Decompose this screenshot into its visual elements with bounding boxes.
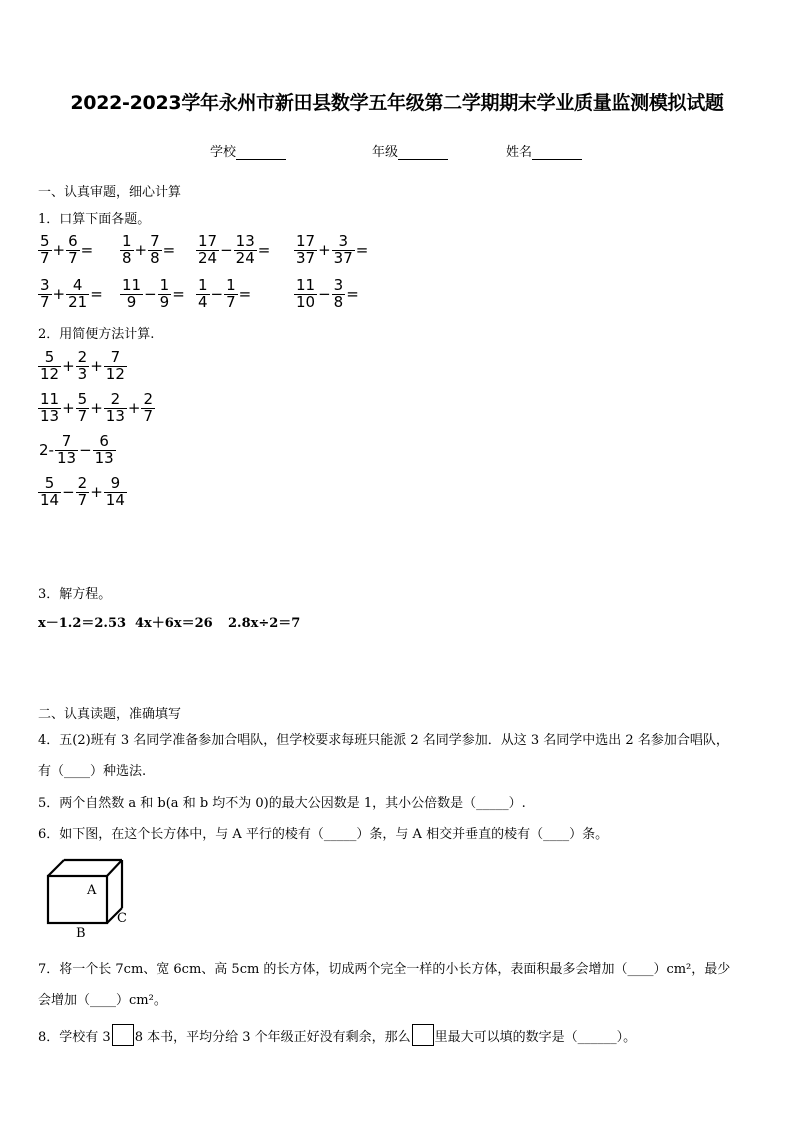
q8-answer-box-2[interactable] [412,1024,434,1046]
page-title: 2022-2023学年永州市新田县数学五年级第二学期期末学业质量监测模拟试题 [70,92,724,114]
q8-part3: 里最大可以填的数字是（______）。 [434,1029,637,1045]
fraction [141,392,155,425]
denominator: 3 [77,364,88,383]
numerator: 1 [198,276,208,294]
oral-calc-item [38,278,104,311]
oral-calc-item [196,234,271,267]
numerator: 5 [40,232,50,250]
numerator: 5 [38,476,61,493]
cuboid-label-a: A [87,883,97,898]
denominator: 12 [40,364,60,383]
denominator: 10 [296,292,316,311]
q7-line1: 7．将一个长 7cm、宽 6cm、高 5cm 的长方体，切成两个完全一样的小长方体，表面积最多会增加（____）cm²，最少 [38,962,731,977]
equation-1: x－1.2＝2.53 [38,616,127,631]
denominator: 4 [198,292,208,311]
numerator: 4 [66,278,89,295]
numerator: 1 [122,232,132,250]
denominator: 13 [56,448,77,467]
denominator: 7 [68,248,78,267]
simplify-expression [38,350,127,383]
denominator: 37 [333,248,353,267]
numerator: 2 [143,390,154,408]
operator: − [210,285,224,304]
equals-sign: = [162,241,176,260]
denominator: 7 [143,406,154,425]
numerator: 6 [68,232,78,250]
fraction [38,392,61,425]
school-label: 学校 [210,145,237,160]
fraction [38,278,52,311]
numerator: 11 [122,276,142,294]
equation-3: 2.8x÷2＝7 [228,616,301,631]
denominator: 7 [77,406,88,425]
equals-sign: = [238,285,252,304]
operator: − [220,241,233,260]
numerator: 3 [333,276,344,294]
q8-part1: 8．学校有 3 [38,1029,111,1045]
fraction [120,278,143,311]
fraction [196,234,219,267]
denominator: 13 [40,406,60,425]
operator: − [79,441,92,460]
fraction [332,234,355,267]
denominator: 7 [226,292,236,311]
numerator: 17 [296,232,316,250]
simplify-expression [38,392,155,425]
numerator: 3 [40,276,50,294]
oral-calc-item [120,234,176,267]
section1-heading: 一、认真审题，细心计算 [38,185,182,200]
equals-sign: = [346,285,359,304]
fraction [55,434,78,467]
fraction [104,476,127,509]
denominator: 24 [235,248,255,267]
numerator: 6 [93,434,116,451]
fraction [38,234,52,267]
grade-blank [398,146,448,160]
operator: + [90,357,103,376]
operator: + [134,241,148,260]
denominator: 7 [77,490,88,509]
cuboid-label-b: B [76,926,86,941]
numerator: 7 [104,350,127,367]
numerator: 13 [235,232,255,250]
q8-text [38,1024,636,1046]
denominator: 8 [333,292,344,311]
fraction [66,234,80,267]
q7-line2: 会增加（____）cm²。 [38,993,167,1008]
oral-calc-item [294,278,360,311]
operator: + [318,241,331,260]
oral-calc-item [38,234,94,267]
oral-calc-item [294,234,369,267]
equals-sign: = [257,241,271,260]
simplify-expression [38,476,127,509]
q8-part2: 8 本书，平均分给 3 个年级正好没有剩余，那么 [134,1029,411,1045]
oral-calc-item [120,278,186,311]
denominator: 24 [198,248,218,267]
numerator: 1 [159,276,170,294]
name-blank [532,146,582,160]
denominator: 14 [105,490,125,509]
operator: + [52,285,66,304]
numerator: 5 [38,350,61,367]
numerator: 1 [226,276,236,294]
fraction [38,476,61,509]
cuboid-label-c: C [117,911,127,926]
q5-text: 5．两个自然数 a 和 b(a 和 b 均不为 0)的最大公因数是 1，其小公倍数是（_____）. [38,796,526,811]
q6-text: 6．如下图，在这个长方体中，与 A 平行的棱有（_____）条，与 A 相交并垂直的棱有（____）条。 [38,827,609,842]
section2-heading: 二、认真读题，准确填写 [38,707,182,722]
fraction [196,278,210,311]
operator: + [127,399,141,418]
equals-sign: = [172,285,185,304]
denominator: 9 [126,292,137,311]
denominator: 7 [40,248,50,267]
fraction [66,278,89,311]
q1-label: 1．口算下面各题。 [38,212,151,227]
numerator: 9 [104,476,127,493]
fraction [76,392,90,425]
fraction [120,234,134,267]
fraction [294,234,317,267]
numerator: 7 [150,232,160,250]
equation-2: 4x＋6x＝26 [135,616,213,631]
simplify-expression [38,434,116,467]
numerator: 7 [55,434,78,451]
denominator: 12 [105,364,125,383]
fraction [234,234,257,267]
operator: − [62,483,75,502]
numerator: 11 [296,276,316,294]
denominator: 14 [40,490,60,509]
school-blank [236,146,286,160]
fraction [104,392,127,425]
operator: − [318,285,331,304]
equals-sign: = [90,285,103,304]
grade-label: 年级 [372,145,399,160]
denominator: 8 [150,248,160,267]
numerator: 3 [332,234,355,251]
denominator: 13 [105,406,125,425]
cuboid-front-face [48,876,107,923]
numerator: 11 [40,390,60,408]
operator: + [62,399,75,418]
q3-label: 3．解方程。 [38,587,112,602]
school-field [210,141,286,160]
name-field [506,141,582,160]
cuboid-edge-top-left [48,860,64,876]
equals-sign: = [80,241,94,260]
cuboid-diagram [44,856,134,941]
q4-line2: 有（____）种选法. [38,764,147,779]
fraction [224,278,238,311]
cuboid-edge-top-right [107,860,122,876]
numerator: 2 [104,392,127,409]
fraction [332,278,346,311]
oral-calc-item [196,278,252,311]
fraction [76,350,90,383]
operator: + [90,399,103,418]
fraction [93,434,116,467]
denominator: 8 [122,248,132,267]
q8-answer-box-1[interactable] [112,1024,134,1046]
operator: + [52,241,66,260]
fraction [158,278,172,311]
denominator: 21 [68,292,88,311]
denominator: 13 [94,448,114,467]
numerator: 2 [77,474,88,492]
q2-label: 2．用简便方法计算. [38,327,155,342]
denominator: 7 [40,292,50,311]
fraction [104,350,127,383]
operator: + [90,483,103,502]
expression-prefix: 2- [39,441,54,460]
fraction [294,278,317,311]
numerator: 17 [198,232,218,250]
fraction [38,350,61,383]
equals-sign: = [355,241,369,260]
operator: − [144,285,157,304]
fraction [148,234,162,267]
denominator: 9 [159,292,170,311]
grade-field [372,141,448,160]
q4-line1: 4．五(2)班有 3 名同学准备参加合唱队，但学校要求每班只能派 2 名同学参加．从这 3 名同学中选出 2 名参加合唱队， [38,733,729,748]
denominator: 37 [296,248,316,267]
fraction [76,476,90,509]
operator: + [62,357,75,376]
numerator: 2 [77,348,88,366]
numerator: 5 [77,390,88,408]
name-label: 姓名 [506,145,533,160]
